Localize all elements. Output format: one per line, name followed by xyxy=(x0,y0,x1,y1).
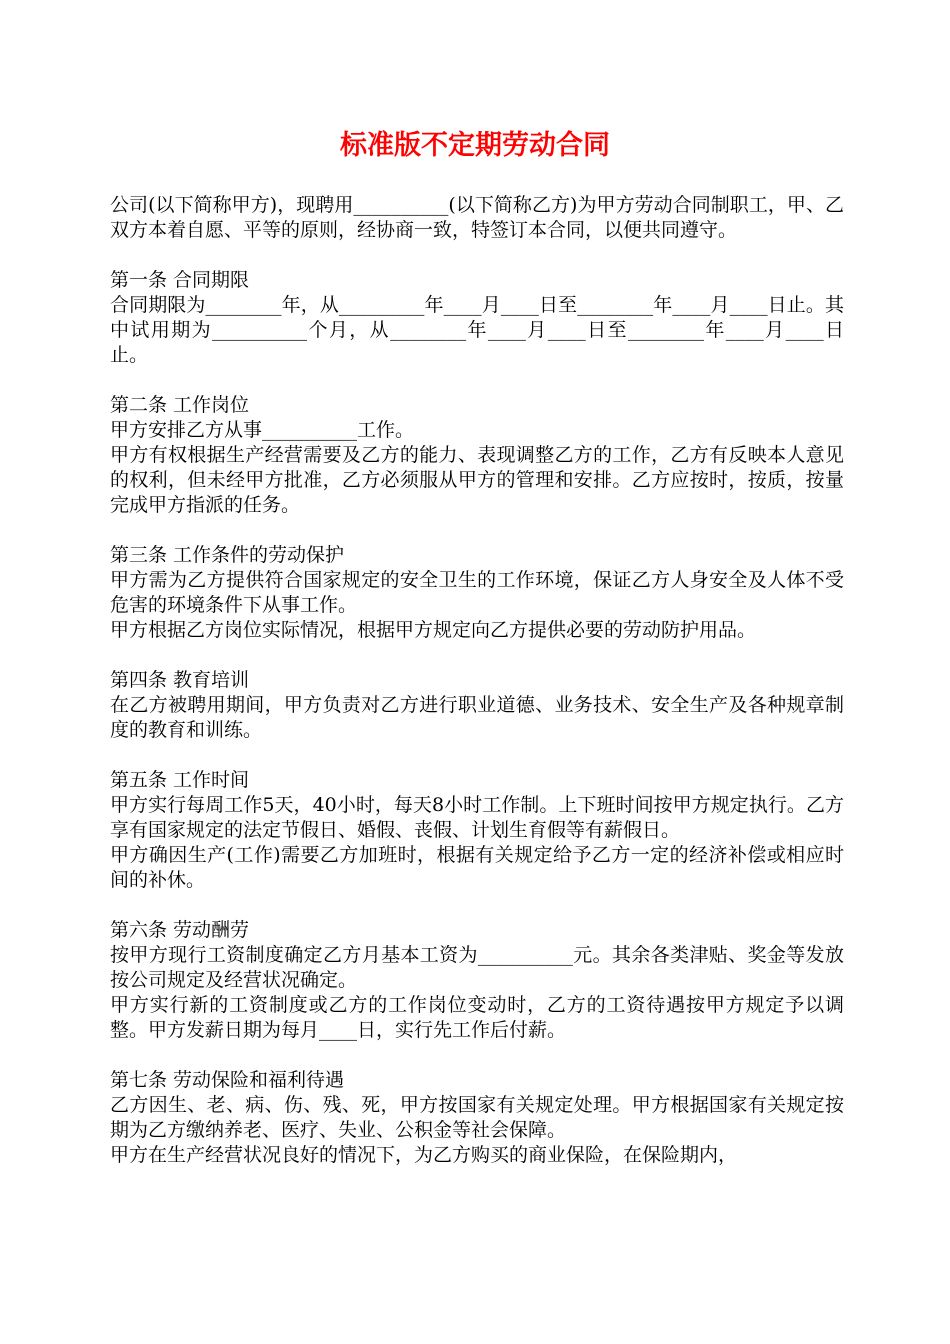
section-4 xyxy=(110,668,844,743)
section-heading: 第七条 劳动保险和福利待遇 xyxy=(110,1069,345,1091)
intro-paragraph: 公司(以下简称甲方)，现聘用__________(以下简称乙方)为甲方劳动合同制职工，甲、乙双方本着自愿、平等的原则，经协商一致，特签订本合同，以便共同遵守。 xyxy=(110,194,844,241)
document-body xyxy=(110,193,844,1168)
section-2 xyxy=(110,393,844,518)
section-heading: 第六条 劳动酬劳 xyxy=(110,919,250,941)
section-6 xyxy=(110,918,844,1043)
section-paragraph: 按甲方现行工资制度确定乙方月基本工资为__________元。其余各类津贴、奖金等发放按公司规定及经营状况确定。 xyxy=(110,944,844,991)
section-paragraph: 乙方因生、老、病、伤、残、死，甲方按国家有关规定处理。甲方根据国家有关规定按期为乙方缴纳养老、医疗、失业、公积金等社会保障。 xyxy=(110,1094,844,1141)
section-heading: 第三条 工作条件的劳动保护 xyxy=(110,544,345,566)
section-paragraph: 甲方有权根据生产经营需要及乙方的能力、表现调整乙方的工作，乙方有反映本人意见的权利，但未经甲方批准，乙方必须服从甲方的管理和安排。乙方应按时，按质，按量完成甲方指派的任务。 xyxy=(110,444,844,516)
section-heading: 第五条 工作时间 xyxy=(110,769,250,791)
section-7 xyxy=(110,1068,844,1168)
section-paragraph: 甲方实行每周工作5天，40小时，每天8小时工作制。上下班时间按甲方规定执行。乙方享有国家规定的法定节假日、婚假、丧假、计划生育假等有薪假日。 xyxy=(110,794,844,841)
section-paragraph: 甲方在生产经营状况良好的情况下，为乙方购买的商业保险，在保险期内， xyxy=(110,1144,738,1166)
section-heading: 第二条 工作岗位 xyxy=(110,394,250,416)
section-5 xyxy=(110,768,844,893)
section-heading: 第一条 合同期限 xyxy=(110,269,250,291)
section-3 xyxy=(110,543,844,643)
section-1 xyxy=(110,268,844,368)
section-paragraph: 合同期限为________年，从_________年____月____日至________年____月____日止。其中试用期为__________个月，从________年____月____日至________年____月____日止。 xyxy=(110,294,844,366)
section-paragraph: 甲方确因生产(工作)需要乙方加班时，根据有关规定给予乙方一定的经济补偿或相应时间的补休。 xyxy=(110,844,844,891)
section-paragraph: 甲方安排乙方从事__________工作。 xyxy=(110,419,415,441)
section-paragraph: 甲方根据乙方岗位实际情况，根据甲方规定向乙方提供必要的劳动防护用品。 xyxy=(110,619,757,641)
document-title: 标准版不定期劳动合同 xyxy=(340,130,610,161)
section-paragraph: 在乙方被聘用期间，甲方负责对乙方进行职业道德、业务技术、安全生产及各种规章制度的教育和训练。 xyxy=(110,694,844,741)
section-heading: 第四条 教育培训 xyxy=(110,669,250,691)
section-paragraph: 甲方需为乙方提供符合国家规定的安全卫生的工作环境，保证乙方人身安全及人体不受危害的环境条件下从事工作。 xyxy=(110,569,844,616)
section-paragraph: 甲方实行新的工资制度或乙方的工作岗位变动时，乙方的工资待遇按甲方规定予以调整。甲方发薪日期为每月____日，实行先工作后付薪。 xyxy=(110,994,844,1041)
